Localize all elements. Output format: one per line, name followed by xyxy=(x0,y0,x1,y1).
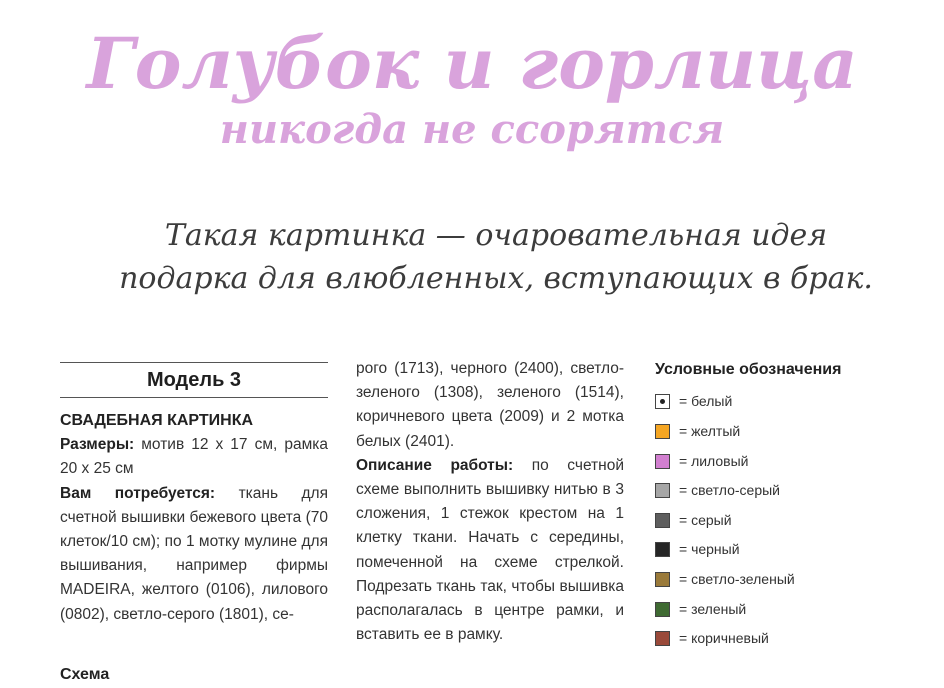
legend-label: = черный xyxy=(679,541,740,557)
materials-label: Вам потребуется: xyxy=(60,484,216,502)
top-rule xyxy=(60,362,328,363)
green-swatch xyxy=(655,602,670,617)
legend-label: = желтый xyxy=(679,423,741,439)
legend-label: = зеленый xyxy=(679,601,747,617)
model-name: СВАДЕБНАЯ КАРТИНКА xyxy=(60,412,254,429)
legend-label: = серый xyxy=(679,512,732,528)
sizes-paragraph xyxy=(60,433,328,481)
model-title: Модель 3 xyxy=(146,369,242,391)
black-swatch xyxy=(655,542,670,557)
sizes-label: Размеры: xyxy=(60,436,135,454)
lead-line-2: подарка для влюбленных, вступающих в брак. xyxy=(119,261,873,296)
materials-text-1: ткань для счетной вышивки бежевого цвета (70 клеток/10 см); по 1 мотку мулине для вышивания, например фирмы MADEIRA, желтого (0106), лилового (0802), светло-серого (1801), се- xyxy=(60,484,328,623)
legend-label: = белый xyxy=(679,393,733,409)
sizes-text: мотив 12 х 17 см, рамка 20 х 25 см xyxy=(60,436,328,478)
legend-item-light-green xyxy=(655,568,795,590)
text-column-1 xyxy=(60,409,328,627)
lead-line-1: Такая картинка — очаровательная идея xyxy=(164,218,828,253)
gray-swatch xyxy=(655,513,670,528)
brown-swatch xyxy=(655,631,670,646)
legend-label: = коричневый xyxy=(679,630,769,646)
legend-label: = лиловый xyxy=(679,453,749,469)
light-green-swatch xyxy=(655,572,670,587)
materials-continued: рого (1713), черного (2400), светло-зеленого (1308), зеленого (1514), коричневого цвета (2009) и 2 мотка белых (2401). xyxy=(356,360,624,450)
legend-item-lilac xyxy=(655,450,749,472)
text-column-2 xyxy=(356,357,624,647)
scheme-label: Схема xyxy=(60,666,110,683)
bottom-rule xyxy=(60,397,328,398)
lilac-swatch xyxy=(655,454,670,469)
dot-symbol-icon xyxy=(655,394,670,409)
page-title: Голубок и горлица xyxy=(86,22,858,105)
legend-item-light-gray xyxy=(655,479,780,501)
work-paragraph xyxy=(356,454,624,648)
legend-item-white xyxy=(655,390,732,412)
work-text: по счетной схеме выполнить вышивку нитью в 3 сложения, 1 стежок крестом на 1 клетку ткани. Начать с середины, помеченной на схеме стрелкой. Подрезать ткань так, чтобы вышивка располагалась в центре рамки, и вставить ее в рамку. xyxy=(356,456,624,644)
work-label: Описание работы: xyxy=(356,456,514,474)
light-gray-swatch xyxy=(655,483,670,498)
legend-item-black xyxy=(655,538,740,560)
legend-item-brown xyxy=(655,627,769,649)
legend-label: = светло-серый xyxy=(679,482,781,498)
materials-paragraph xyxy=(60,482,328,627)
legend-label: = светло-зеленый xyxy=(679,571,795,587)
legend-title: Условные обозначения xyxy=(655,361,842,378)
yellow-swatch xyxy=(655,424,670,439)
page-subtitle: никогда не ссорятся xyxy=(219,106,725,153)
lead-text xyxy=(60,214,932,300)
legend-item-green xyxy=(655,598,746,620)
legend-item-gray xyxy=(655,509,732,531)
legend-item-yellow xyxy=(655,420,740,442)
